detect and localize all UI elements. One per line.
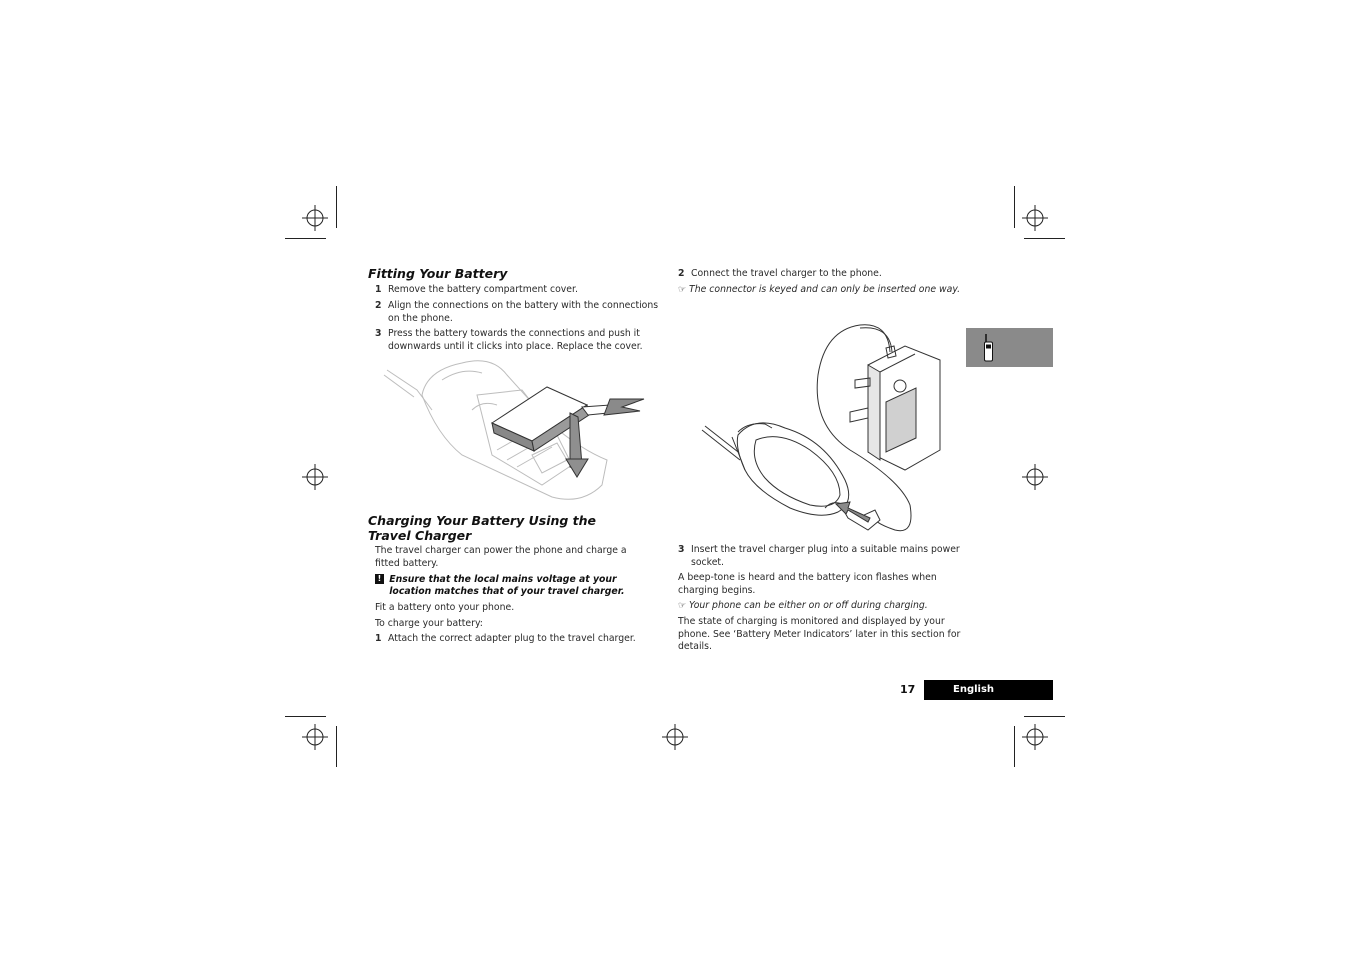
battery-fitting-illustration	[382, 355, 648, 505]
warning-text: Ensure that the local mains voltage at your location matches that of your travel charger.	[389, 574, 625, 597]
step-number: 2	[375, 300, 382, 311]
section-side-tab	[966, 328, 1053, 367]
step-text: Press the battery towards the connections and push it downwards until it clicks into place. Replace the cover.	[388, 328, 643, 352]
page-number: 17	[900, 683, 916, 696]
step-text: Attach the correct adapter plug to the travel charger.	[388, 633, 636, 644]
step-number: 2	[678, 268, 685, 279]
step-number: 1	[375, 633, 382, 644]
fitting-step-1	[375, 284, 660, 297]
beep-tone-text: A beep-tone is heard and the battery icon flashes when charging begins.	[678, 572, 937, 596]
language-bar: English	[924, 680, 1053, 700]
charging-step-1	[375, 633, 660, 646]
charging-state-text: The state of charging is monitored and displayed by your phone. See ‘Battery Meter Indicators’ later in this section for details.	[678, 616, 961, 652]
charging-intro: The travel charger can power the phone and charge a fitted battery.	[375, 545, 627, 569]
step-text: Connect the travel charger to the phone.	[691, 268, 882, 279]
step-text: Insert the travel charger plug into a suitable mains power socket.	[691, 544, 960, 568]
charging-heading: Charging Your Battery Using the Travel Charger	[368, 513, 597, 543]
fitting-step-2	[375, 300, 660, 325]
note-connector	[678, 284, 968, 297]
fit-battery-text: Fit a battery onto your phone.	[375, 602, 515, 613]
note-on-off	[678, 600, 968, 613]
note-text: Your phone can be either on or off during charging.	[689, 600, 928, 611]
charger-connection-illustration	[700, 320, 945, 542]
charging-warning	[375, 574, 660, 598]
note-hand-icon: ☞	[678, 601, 687, 611]
to-charge-text: To charge your battery:	[375, 618, 483, 629]
step-number: 3	[678, 544, 685, 555]
charging-step-2	[678, 268, 968, 281]
note-text: The connector is keyed and can only be inserted one way.	[689, 284, 961, 295]
warning-icon: !	[375, 574, 384, 584]
fitting-step-3	[375, 328, 660, 353]
step-number: 1	[375, 284, 382, 295]
charging-step-3	[678, 544, 968, 569]
step-number: 3	[375, 328, 382, 339]
step-text: Align the connections on the battery with the connections on the phone.	[388, 300, 659, 324]
fitting-heading: Fitting Your Battery	[368, 266, 508, 281]
note-hand-icon: ☞	[678, 285, 687, 295]
phone-icon	[982, 333, 996, 363]
step-text: Remove the battery compartment cover.	[388, 284, 578, 295]
